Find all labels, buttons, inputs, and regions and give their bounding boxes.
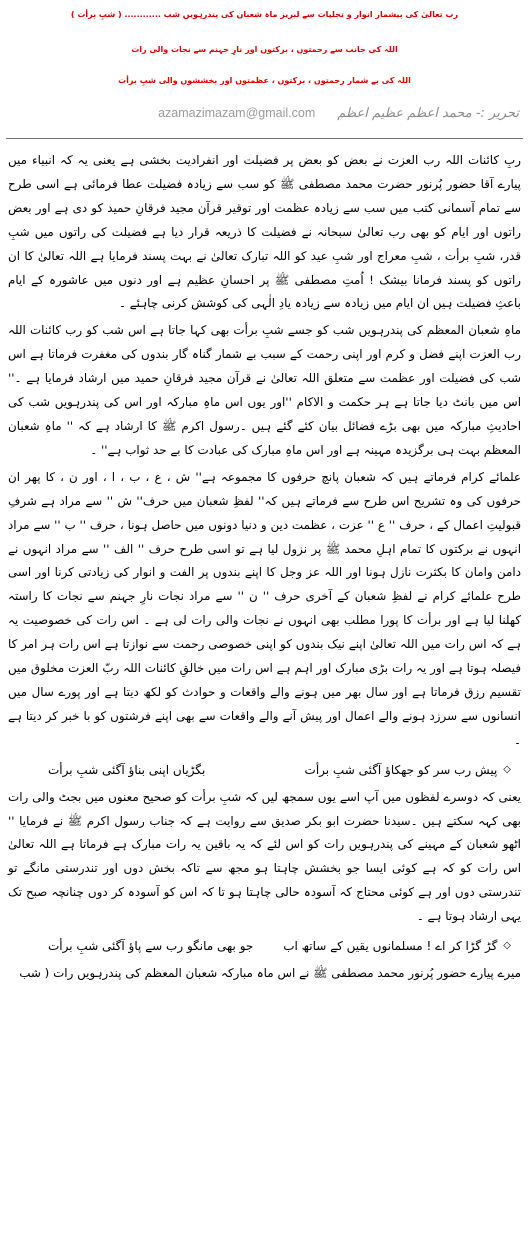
- paragraph-3: علمائے کرام فرماتے ہیں کہ شعبان پانچ حرفوں کا مجموعہ ہے'' ش ، ع ، ب ، ا ، اور ن ، کا پھر ان حرفوں کی وہ تشریح اس طرح سے فرماتے ہیں کہ'' لفظِ شعبان میں حرف'' ش '' سے مراد ہے شرفِ قبولیتِ اعمال کے ، حرف '' ع '' عزت ، عظمت دین و دنیا دونوں میں حاصل ہونا ، حرف '' ب '' سے مراد انہوں نے برکتوں کا تمام اہلِ محمد ﷺ پر نزول لیا ہے تو اسی طرح حرف '' الف '' سے مراد انہوں نے دامن وامان کا بکثرت نازل ہونا اور اللہ عز وجل کا اپنے بندوں پر الفت و انوار کی زیادتی کرنا اور اسی طرح علمائے کرام نے لفظِ شعبان کے آخری حرف '' ن '' سے مراد نجات نارِ جہنم سے نجات کا راستہ کھلنا لیا ہے اور برأت کا پورا مطلب بھی انہوں نے نجات والی رات لی ہے ۔ اس رات کی خصوصیت یہ ہے کہ اس رات میں اللہ تعالیٰ اپنے نیک بندوں کو اپنی خصوصی رحمت سے نوازتا ہے اس رات ہر امر کا فیصلہ ہوتا ہے اور یہ رات بڑی مبارک اور اہم ہے اس رات میں خالقِ کائنات اللہ ربّ العزت مخلوق میں تقسیم رزق فرماتا ہے اور سال بھر میں ہونے والے واقعات و حوادث کو لکھ دیتا ہے اور پورے سال میں انسانوں سے سرزد ہونے والے اعمال اور پیش آنے والے واقعات سے بھی اپنے فرشتوں کو با خبر کر دیتا ہے ۔: [8, 469, 521, 747]
- diamond-bullet-icon: ◇: [503, 940, 511, 952]
- divider: [6, 138, 523, 139]
- article-body: [4, 149, 525, 986]
- byline: [4, 98, 525, 128]
- article-page: [4, 0, 525, 986]
- couplet-2: [8, 932, 521, 962]
- paragraph-4: یعنی کہ دوسرے لفظوں میں آپ اسے یوں سمجھ لیں کہ شبِ برأت کو صحیح معنوں میں بجٹ والی رات بھی کہہ سکتے ہیں ۔سیدنا حضرت ابو بکر صدیق سے روایت ہے کہ جناب رسول اکرم ﷺ نے فرمایا '' اٹھو شعبان کے مہینے کی پندرہویں رات کو اس لئے کہ یہ باقین یہ رات مبارک ہے فرماتا ہے اللہ تعالیٰ اس رات کو کہ ہے کوئی ایسا جو بخشش چاہتا ہو مجھ سے تاکہ بخش دوں اور تندرستی مانگے تو تندرستی دوں اور ہے کوئی محتاج کہ آسودہ حالی چاہتا ہو تا کہ اس کو آسودہ کر دوں چنانچہ صبح تک یہی ارشاد ہوتا ہے ۔: [8, 789, 521, 924]
- couplet-1-line-a: پیش رب سر کو جھکاؤ آگئی شبِ برأت: [304, 762, 498, 777]
- paragraph-1: ربِ کائنات اللہ رب العزت نے بعض کو بعض پر فضیلت اور انفرادیت بخشی ہے یعنی یہ کہ انبیاء میں پیارے آقا حضور پُرنور حضرت محمد مصطفی ﷺ کو سب سے زیادہ فضیلت عطا فرمائی ہے اسی طرح سے تمام آسمانی کتب میں سب سے زیادہ عظمت اور توقیر قرآن مجید فرقانِ حمید کو دی ہے اور بعض راتوں اور ایام کو بھی رب تعالیٰ سبحانہ نے فضیلت کا ذریعہ قرار دیا ہے فضیلت کی راتوں میں شبِ قدر، شبِ برأت ، شبِ معراج اور شبِ عید کو اللہ تبارک تعالیٰ نے بہت پسند فرمایا ہے اللہ تعالیٰ کا ان راتوں کو پسند فرمانا بیشک ! اُمتِ مصطفی ﷺ پر احسانِ عظیم ہے اور دنوں میں عاشورہ کے ایام باعثِ فضیلت ہیں ان ایام میں زیادہ سے زیادہ یادِ الٰہی کی کوشش کرنی چاہئے ۔: [8, 153, 521, 311]
- couplet-2-line-b: جو بھی مانگو رب سے پاؤ آگئی شبِ برأت: [48, 939, 254, 954]
- author-name: تحریر :- محمد اعظم عظیم اعظم: [337, 105, 519, 121]
- diamond-bullet-icon: ◇: [503, 763, 511, 775]
- paragraph-5: میرے پیارے حضور پُرنور محمد مصطفی ﷺ نے اس ماہ مبارکہ شعبان المعظم کی پندرہویں رات ( شب: [19, 966, 521, 981]
- couplet-1-first-half: [305, 758, 511, 782]
- couplet-1: [8, 756, 521, 786]
- couplet-1-line-b: بگڑیاں اپنی بناؤ آگئی شبِ برأت: [48, 762, 206, 777]
- couplet-2-line-a: گڑ گڑا کر اے ! مسلمانوں یقیں کے ساتھ اب: [283, 939, 498, 954]
- couplet-2-first-half: [283, 934, 511, 958]
- subtitle-2: اللہ کی بے شمار رحمتوں ، برکتوں ، عظمتوں اور بخششوں والی شبِ برأت: [118, 76, 411, 85]
- page-title: رب تعالیٰ کی بیشمار انوار و تجلیات سے لبریز ماہ شعبان کی پندرہویں شب ............ ( شبِ برأت ): [70, 10, 459, 19]
- subtitle-1: اللہ کی جانب سے رحمتوں ، برکتوں اور نارِ جہنم سے نجات والی رات: [131, 45, 398, 54]
- paragraph-2: ماہِ شعبان المعظم کی پندرہویں شب کو جسے شبِ برأت بھی کہا جاتا ہے اس شب کو رب کائنات اللہ رب العزت اپنے فضل و کرم اور اپنی رحمت کے سبب بے شمار گناہ گار بندوں کی مغفرت فرماتا ہے اس شب کی فضیلت اور عظمت سے متعلق اللہ تعالیٰ نے قرآن مجید فرقانِ حمید میں ارشاد فرمایا ہے ۔'' اس میں بانٹ دیا جاتا ہے ہر حکمت و الاکام ''اور یوں اس ماہِ مبارکہ اور اس کی پندرہویں شب کی احادیثِ مبارکہ میں بھی بڑے فضائل بیان کئے گئے ہیں ۔رسول اکرم ﷺ کا ارشاد ہے کہ '' ماہِ شعبان المعظم بہت ہی برگزیدہ مہینہ ہے اور اس ماہِ مبارک کی عبادت کا بے حد ثواب ہے'' ۔: [8, 323, 521, 457]
- author-email[interactable]: azamazimazam@gmail.com: [158, 106, 316, 120]
